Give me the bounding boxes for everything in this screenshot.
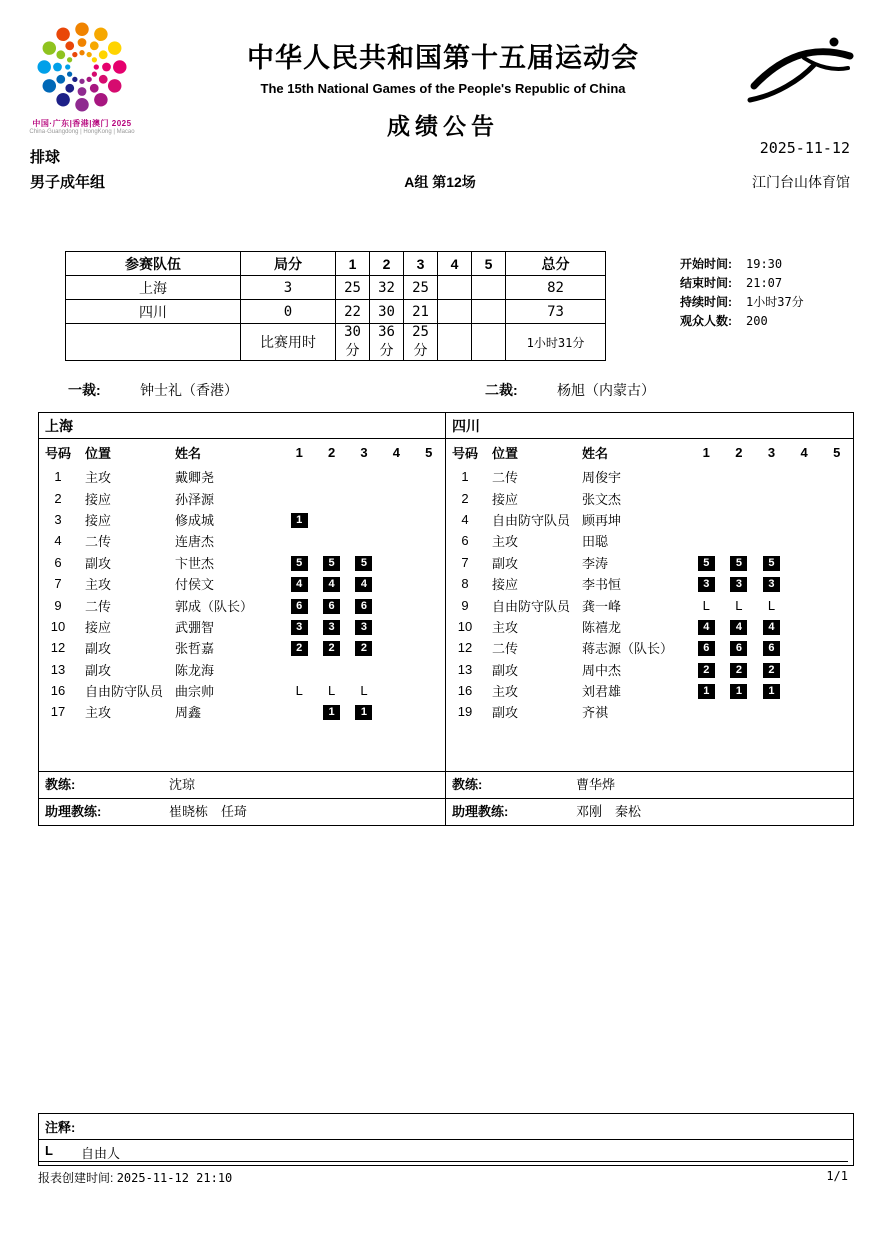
player-set-1 bbox=[690, 618, 723, 635]
player-number: 9 bbox=[461, 597, 469, 613]
age-group: 男子成年组 bbox=[30, 174, 106, 191]
player-set-1 bbox=[690, 639, 723, 656]
player-name: 周俊宇 bbox=[582, 470, 622, 486]
player-name: 陈禧龙 bbox=[582, 619, 622, 635]
player-set-3 bbox=[755, 618, 788, 635]
col-set3: 3 bbox=[360, 445, 368, 460]
roster-col-header bbox=[446, 439, 853, 466]
player-name: 刘君雄 bbox=[582, 684, 622, 700]
player-number: 4 bbox=[461, 511, 469, 527]
duration-set5 bbox=[472, 324, 506, 361]
lineup-position-box: 5 bbox=[730, 556, 747, 571]
roster-col-header bbox=[39, 439, 445, 466]
footer bbox=[38, 1169, 848, 1186]
lineup-position-box: 4 bbox=[291, 577, 308, 592]
player-name: 陈龙海 bbox=[175, 662, 215, 678]
roster-team2-name: 四川 bbox=[446, 413, 853, 439]
player-position: 接应 bbox=[85, 512, 112, 528]
player-set-3 bbox=[348, 554, 380, 571]
player-set-1 bbox=[283, 575, 315, 592]
player-number: 12 bbox=[457, 640, 473, 656]
player-set-1 bbox=[283, 554, 315, 571]
player-number: 16 bbox=[457, 683, 473, 699]
player-set-3 bbox=[348, 618, 380, 635]
lineup-position-box: 3 bbox=[763, 577, 780, 592]
lineup-position-box: 1 bbox=[730, 684, 747, 699]
team2-coach-row bbox=[446, 771, 853, 798]
lineup-position-box: 6 bbox=[291, 599, 308, 614]
player-set-1 bbox=[690, 598, 723, 613]
player-set-3 bbox=[755, 598, 788, 613]
match-info-value: 21:07 bbox=[746, 276, 783, 290]
player-row bbox=[446, 637, 853, 658]
player-position: 主攻 bbox=[85, 705, 112, 721]
player-row bbox=[39, 552, 445, 573]
roster-team1-name: 上海 bbox=[39, 413, 445, 439]
player-row bbox=[39, 466, 445, 487]
lineup-position-box: 2 bbox=[763, 663, 780, 678]
page-subtitle: The 15th National Games of the People's Republic of China bbox=[260, 81, 626, 96]
logo-caption-en: China·Guangdong | HongKong | Macao bbox=[29, 129, 135, 135]
player-number: 4 bbox=[54, 533, 62, 549]
player-row bbox=[39, 616, 445, 637]
meta-row bbox=[30, 171, 850, 189]
team1-set1: 25 bbox=[336, 276, 370, 300]
lineup-position-box: 1 bbox=[355, 705, 372, 720]
note-meaning: 自由人 bbox=[81, 1146, 121, 1161]
player-set-2 bbox=[315, 639, 347, 656]
lineup-position-box: 6 bbox=[763, 641, 780, 656]
player-name: 蒋志源（队长） bbox=[582, 641, 674, 657]
player-position: 接应 bbox=[492, 491, 519, 507]
player-set-3 bbox=[755, 575, 788, 592]
lineup-position-box: 5 bbox=[355, 556, 372, 571]
player-position: 二传 bbox=[85, 534, 112, 550]
match-info-value: 19:30 bbox=[746, 257, 783, 271]
lineup-position-box: 1 bbox=[323, 705, 340, 720]
player-set-2 bbox=[723, 598, 756, 613]
team2-total: 73 bbox=[506, 300, 606, 324]
player-position: 主攻 bbox=[85, 577, 112, 593]
player-row bbox=[446, 680, 853, 701]
player-set-2 bbox=[315, 618, 347, 635]
col-number: 号码 bbox=[44, 446, 71, 461]
score-header-set5: 5 bbox=[472, 252, 506, 276]
player-name: 顾再坤 bbox=[582, 512, 622, 528]
player-number: 1 bbox=[461, 469, 469, 485]
first-referee-label: 一裁: bbox=[68, 382, 101, 398]
team2-set3: 21 bbox=[404, 300, 438, 324]
player-set-3 bbox=[755, 682, 788, 699]
player-position: 副攻 bbox=[492, 662, 519, 678]
col-set5: 5 bbox=[425, 445, 433, 460]
player-position: 自由防守队员 bbox=[85, 684, 164, 700]
player-set-1 bbox=[690, 661, 723, 678]
player-position: 副攻 bbox=[85, 662, 112, 678]
score-header-sets: 局分 bbox=[241, 252, 336, 276]
player-set-2 bbox=[723, 682, 756, 699]
assistant-names: 崔晓栋 任琦 bbox=[169, 804, 248, 819]
team1-set4 bbox=[438, 276, 472, 300]
player-set-2 bbox=[723, 639, 756, 656]
player-set-3 bbox=[348, 639, 380, 656]
team1-total: 82 bbox=[506, 276, 606, 300]
col-position: 位置 bbox=[85, 446, 112, 461]
player-number: 2 bbox=[54, 490, 62, 506]
player-set-3 bbox=[755, 554, 788, 571]
player-row bbox=[446, 530, 853, 551]
duration-label: 比赛用时 bbox=[241, 324, 336, 361]
lineup-position-box: 3 bbox=[323, 620, 340, 635]
player-row bbox=[446, 552, 853, 573]
player-row bbox=[39, 637, 445, 658]
player-name: 李书恒 bbox=[582, 577, 622, 593]
player-name: 郭成（队长） bbox=[175, 598, 254, 614]
player-position: 自由防守队员 bbox=[492, 512, 571, 528]
libero-marker: L bbox=[360, 683, 368, 699]
player-number: 10 bbox=[50, 618, 66, 634]
team1-name: 上海 bbox=[66, 276, 241, 300]
player-position: 副攻 bbox=[492, 555, 519, 571]
referees-row bbox=[0, 380, 886, 398]
team1-set2: 32 bbox=[370, 276, 404, 300]
col-set1: 1 bbox=[295, 445, 303, 460]
player-row bbox=[446, 616, 853, 637]
coach-label: 教练: bbox=[452, 777, 483, 792]
lineup-position-box: 6 bbox=[323, 599, 340, 614]
coach-label: 教练: bbox=[45, 777, 76, 792]
match-info-label: 观众人数: bbox=[680, 314, 732, 328]
volleyball-pictogram-icon bbox=[746, 32, 858, 119]
player-name: 田聪 bbox=[582, 534, 609, 550]
col-set3: 3 bbox=[767, 445, 776, 460]
roster-team1 bbox=[39, 413, 446, 825]
player-number: 9 bbox=[54, 597, 62, 613]
player-position: 二传 bbox=[492, 641, 519, 657]
libero-marker: L bbox=[295, 683, 303, 699]
lineup-position-box: 2 bbox=[355, 641, 372, 656]
score-header-set4: 4 bbox=[438, 252, 472, 276]
player-row bbox=[446, 509, 853, 530]
team1-set5 bbox=[472, 276, 506, 300]
page-title: 中华人民共和国第十五届运动会 bbox=[247, 43, 639, 73]
player-number: 7 bbox=[54, 576, 62, 592]
lineup-position-box: 4 bbox=[355, 577, 372, 592]
player-row bbox=[446, 466, 853, 487]
duration-set3: 25分 bbox=[404, 324, 438, 361]
player-name: 李涛 bbox=[582, 555, 609, 571]
player-name: 龚一峰 bbox=[582, 598, 622, 614]
player-position: 接应 bbox=[85, 619, 112, 635]
lineup-position-box: 5 bbox=[323, 556, 340, 571]
player-position: 自由防守队员 bbox=[492, 598, 571, 614]
lineup-position-box: 4 bbox=[323, 577, 340, 592]
player-set-1 bbox=[690, 554, 723, 571]
report-created bbox=[38, 1169, 232, 1186]
player-set-3 bbox=[348, 703, 380, 720]
team2-assistant-row bbox=[446, 798, 853, 825]
team1-setwins: 3 bbox=[241, 276, 336, 300]
report-created-value: 2025-11-12 21:10 bbox=[116, 1171, 233, 1185]
player-position: 主攻 bbox=[492, 619, 519, 635]
player-set-1 bbox=[283, 683, 315, 698]
player-set-3 bbox=[755, 639, 788, 656]
col-number: 号码 bbox=[451, 446, 478, 461]
note-symbol: L bbox=[45, 1143, 53, 1158]
player-name: 周中杰 bbox=[582, 662, 622, 678]
player-name: 孙泽源 bbox=[175, 491, 215, 507]
player-set-1 bbox=[690, 682, 723, 699]
match-label: A组 第12场 bbox=[404, 174, 476, 190]
player-row bbox=[446, 594, 853, 615]
notes-title: 注释: bbox=[39, 1114, 853, 1140]
player-name: 齐祺 bbox=[582, 705, 609, 721]
player-position: 副攻 bbox=[85, 641, 112, 657]
player-set-1 bbox=[283, 597, 315, 614]
score-table bbox=[65, 251, 606, 361]
team2-name: 四川 bbox=[66, 300, 241, 324]
lineup-position-box: 3 bbox=[355, 620, 372, 635]
libero-marker: L bbox=[702, 597, 710, 613]
assistant-label: 助理教练: bbox=[45, 804, 102, 819]
player-position: 主攻 bbox=[85, 470, 112, 486]
games-logo-graphic bbox=[33, 18, 131, 116]
title-block bbox=[145, 36, 741, 96]
player-row bbox=[39, 701, 445, 722]
team2-set2: 30 bbox=[370, 300, 404, 324]
lineup-position-box: 5 bbox=[291, 556, 308, 571]
lineup-position-box: 2 bbox=[730, 663, 747, 678]
score-header-set3: 3 bbox=[404, 252, 438, 276]
match-info-row bbox=[680, 293, 804, 312]
player-set-2 bbox=[723, 575, 756, 592]
lineup-position-box: 6 bbox=[355, 599, 372, 614]
col-set4: 4 bbox=[800, 445, 808, 460]
roster-table bbox=[38, 412, 854, 826]
player-number: 2 bbox=[461, 490, 469, 506]
sport-name: 排球 bbox=[30, 149, 61, 166]
player-row bbox=[39, 594, 445, 615]
player-set-3 bbox=[755, 661, 788, 678]
player-position: 副攻 bbox=[492, 705, 519, 721]
match-info bbox=[680, 255, 804, 331]
team2-setwins: 0 bbox=[241, 300, 336, 324]
player-name: 卞世杰 bbox=[175, 555, 215, 571]
player-row bbox=[446, 701, 853, 722]
player-row bbox=[39, 530, 445, 551]
coach-name: 沈琼 bbox=[169, 777, 196, 792]
lineup-position-box: 3 bbox=[698, 577, 715, 592]
lineup-position-box: 5 bbox=[698, 556, 715, 571]
page-number: 1/1 bbox=[826, 1169, 848, 1183]
lineup-position-box: 4 bbox=[730, 620, 747, 635]
col-set4: 4 bbox=[392, 445, 400, 460]
player-position: 主攻 bbox=[492, 534, 519, 550]
player-name: 付侯文 bbox=[175, 577, 215, 593]
duration-set1: 30分 bbox=[336, 324, 370, 361]
footer-divider bbox=[38, 1161, 848, 1162]
lineup-position-box: 2 bbox=[291, 641, 308, 656]
player-set-2 bbox=[723, 554, 756, 571]
report-created-label: 报表创建时间: bbox=[38, 1171, 114, 1185]
second-referee-label: 二裁: bbox=[485, 382, 518, 398]
player-name: 周鑫 bbox=[175, 705, 202, 721]
player-row bbox=[39, 509, 445, 530]
libero-marker: L bbox=[327, 683, 336, 699]
lineup-position-box: 4 bbox=[698, 620, 715, 635]
match-info-label: 结束时间: bbox=[680, 276, 732, 290]
lineup-position-box: 2 bbox=[698, 663, 715, 678]
score-header-total: 总分 bbox=[506, 252, 606, 276]
team1-coach-row bbox=[39, 771, 445, 798]
match-info-label: 持续时间: bbox=[680, 295, 732, 309]
roster-team2 bbox=[446, 413, 853, 825]
player-number: 19 bbox=[457, 704, 473, 720]
player-position: 接应 bbox=[85, 491, 112, 507]
lineup-position-box: 1 bbox=[291, 513, 308, 528]
player-number: 6 bbox=[461, 533, 469, 549]
col-name: 姓名 bbox=[175, 446, 202, 461]
player-position: 主攻 bbox=[492, 684, 519, 700]
player-position: 二传 bbox=[492, 470, 519, 486]
match-info-row bbox=[680, 274, 804, 293]
player-name: 张哲嘉 bbox=[175, 641, 215, 657]
player-position: 副攻 bbox=[85, 555, 112, 571]
roster-team1-players bbox=[39, 466, 445, 771]
player-position: 接应 bbox=[492, 577, 519, 593]
player-set-1 bbox=[690, 575, 723, 592]
match-info-value: 200 bbox=[746, 314, 768, 328]
player-set-3 bbox=[348, 597, 380, 614]
player-set-2 bbox=[315, 703, 347, 720]
player-row bbox=[39, 573, 445, 594]
assistant-names: 邓刚 秦松 bbox=[576, 804, 642, 819]
player-name: 曲宗帅 bbox=[175, 684, 215, 700]
player-set-2 bbox=[723, 618, 756, 635]
player-number: 12 bbox=[50, 640, 66, 656]
score-header-teams: 参赛队伍 bbox=[66, 252, 241, 276]
lineup-position-box: 6 bbox=[698, 641, 715, 656]
player-number: 10 bbox=[457, 618, 473, 634]
team1-set3: 25 bbox=[404, 276, 438, 300]
team2-set5 bbox=[472, 300, 506, 324]
first-referee-name: 钟士礼（香港） bbox=[140, 382, 238, 398]
coach-name: 曹华烨 bbox=[576, 777, 616, 792]
player-set-1 bbox=[283, 618, 315, 635]
match-info-row bbox=[680, 255, 804, 274]
col-set5: 5 bbox=[833, 445, 841, 460]
player-position: 二传 bbox=[85, 598, 112, 614]
lineup-position-box: 5 bbox=[763, 556, 780, 571]
lineup-position-box: 1 bbox=[698, 684, 715, 699]
duration-set4 bbox=[438, 324, 472, 361]
lineup-position-box: 6 bbox=[730, 641, 747, 656]
libero-marker: L bbox=[767, 597, 776, 613]
player-name: 连唐杰 bbox=[175, 534, 215, 550]
player-set-3 bbox=[348, 683, 380, 698]
player-set-2 bbox=[315, 683, 347, 698]
lineup-position-box: 2 bbox=[323, 641, 340, 656]
player-number: 7 bbox=[461, 554, 469, 570]
lineup-position-box: 3 bbox=[291, 620, 308, 635]
lineup-position-box: 1 bbox=[763, 684, 780, 699]
lineup-position-box: 3 bbox=[730, 577, 747, 592]
col-name: 姓名 bbox=[582, 446, 609, 461]
player-name: 张文杰 bbox=[582, 491, 622, 507]
player-set-3 bbox=[348, 575, 380, 592]
player-row bbox=[39, 680, 445, 701]
player-name: 修成城 bbox=[175, 512, 215, 528]
player-number: 6 bbox=[54, 554, 62, 570]
col-set2: 2 bbox=[735, 445, 743, 460]
score-header-set1: 1 bbox=[336, 252, 370, 276]
duration-set2: 36分 bbox=[370, 324, 404, 361]
col-position: 位置 bbox=[492, 446, 519, 461]
player-row bbox=[446, 487, 853, 508]
match-info-row bbox=[680, 312, 804, 331]
roster-team2-players bbox=[446, 466, 853, 771]
player-number: 13 bbox=[457, 661, 473, 677]
player-number: 8 bbox=[461, 576, 469, 592]
logo-caption: 中国·广东|香港|澳门 2025 bbox=[32, 119, 132, 128]
player-set-2 bbox=[723, 661, 756, 678]
player-set-2 bbox=[315, 575, 347, 592]
col-set1: 1 bbox=[702, 445, 710, 460]
player-row bbox=[446, 659, 853, 680]
player-number: 1 bbox=[54, 469, 62, 485]
player-set-2 bbox=[315, 554, 347, 571]
player-name: 戴卿尧 bbox=[175, 470, 215, 486]
second-referee-name: 杨旭（内蒙古） bbox=[557, 382, 655, 398]
player-row bbox=[446, 573, 853, 594]
assistant-label: 助理教练: bbox=[452, 804, 509, 819]
duration-ghost-cell bbox=[66, 324, 241, 361]
duration-total: 1小时31分 bbox=[506, 324, 606, 361]
lineup-position-box: 4 bbox=[763, 620, 780, 635]
match-info-value: 1小时37分 bbox=[746, 295, 804, 309]
match-date: 2025-11-12 bbox=[759, 139, 850, 157]
venue: 江门台山体育馆 bbox=[752, 174, 850, 190]
player-row bbox=[39, 659, 445, 680]
player-set-1 bbox=[283, 639, 315, 656]
player-row bbox=[39, 487, 445, 508]
score-row-team2 bbox=[66, 300, 606, 324]
team2-set4 bbox=[438, 300, 472, 324]
player-number: 17 bbox=[50, 704, 66, 720]
player-number: 13 bbox=[50, 661, 66, 677]
duration-row bbox=[66, 324, 606, 361]
notes-box bbox=[38, 1113, 854, 1166]
score-row-team1 bbox=[66, 276, 606, 300]
player-name: 武弸智 bbox=[175, 619, 215, 635]
doc-title: 成绩公告 bbox=[387, 113, 499, 139]
player-number: 16 bbox=[50, 683, 66, 699]
match-info-label: 开始时间: bbox=[680, 257, 732, 271]
player-number: 3 bbox=[54, 511, 62, 527]
libero-marker: L bbox=[735, 597, 743, 613]
player-set-1 bbox=[283, 511, 315, 528]
team1-assistant-row bbox=[39, 798, 445, 825]
score-header-row bbox=[66, 252, 606, 276]
score-header-set2: 2 bbox=[370, 252, 404, 276]
team2-set1: 22 bbox=[336, 300, 370, 324]
player-set-2 bbox=[315, 597, 347, 614]
col-set2: 2 bbox=[327, 445, 336, 460]
